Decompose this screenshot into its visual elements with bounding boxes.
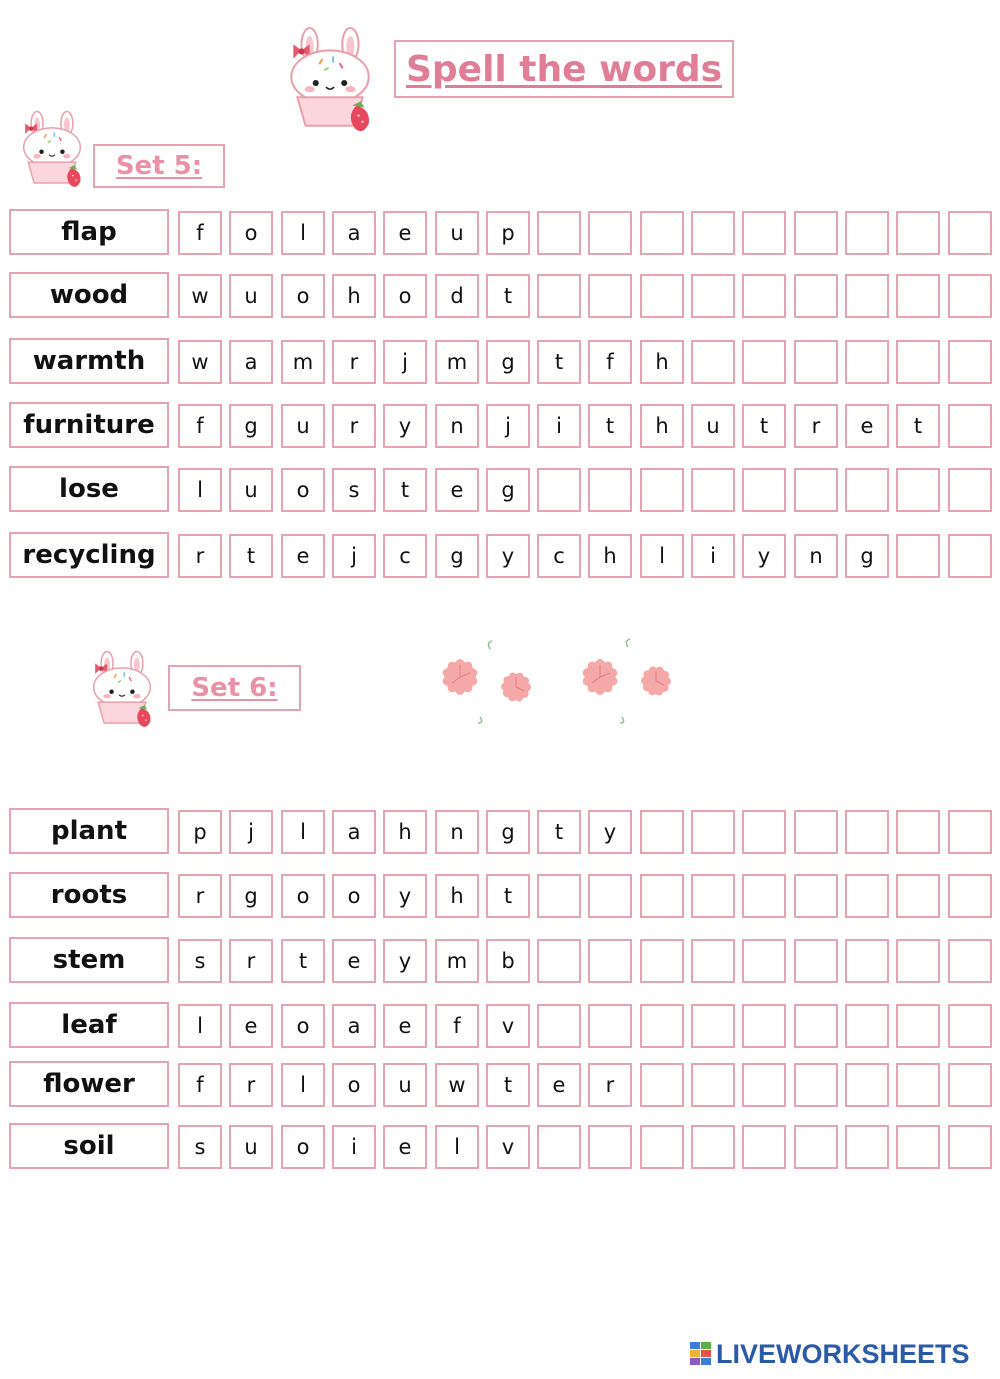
letter-cell[interactable] [948, 534, 992, 578]
letter-cell[interactable] [794, 274, 838, 318]
letter-cell[interactable]: e [383, 1125, 427, 1169]
letter-cell[interactable]: m [435, 939, 479, 983]
letter-cell[interactable] [691, 274, 735, 318]
liveworksheets-logo-icon [690, 1342, 712, 1366]
letter-cell[interactable] [794, 810, 838, 854]
letter-cell[interactable]: e [281, 534, 325, 578]
cupcake-bunny-icon [84, 650, 160, 732]
letter-cell[interactable]: n [435, 404, 479, 448]
letter-cell[interactable]: l [640, 534, 684, 578]
letter-cell[interactable]: t [537, 340, 581, 384]
letter-cell[interactable]: l [435, 1125, 479, 1169]
letter-cell[interactable]: l [281, 810, 325, 854]
letter-cell[interactable] [588, 939, 632, 983]
letter-cell[interactable] [537, 939, 581, 983]
letter-cell[interactable] [948, 274, 992, 318]
letter-cell[interactable] [742, 1004, 786, 1048]
letter-cell[interactable] [537, 211, 581, 255]
letter-cell[interactable]: e [229, 1004, 273, 1048]
letter-cell[interactable]: o [281, 1125, 325, 1169]
letter-cell[interactable] [794, 468, 838, 512]
letter-cell[interactable] [794, 1125, 838, 1169]
letter-cell[interactable] [845, 1063, 889, 1107]
letter-cell[interactable]: r [332, 340, 376, 384]
letter-cell[interactable]: n [794, 534, 838, 578]
letter-cell[interactable] [845, 939, 889, 983]
letter-cell[interactable] [691, 874, 735, 918]
letter-cell[interactable]: e [332, 939, 376, 983]
letter-cell[interactable] [588, 274, 632, 318]
letter-cell[interactable] [845, 340, 889, 384]
letter-cell[interactable] [948, 1125, 992, 1169]
letter-cell[interactable] [896, 874, 940, 918]
letter-cell[interactable]: i [332, 1125, 376, 1169]
letter-cell[interactable]: t [537, 810, 581, 854]
letter-cell[interactable]: j [383, 340, 427, 384]
letter-cell[interactable]: h [640, 340, 684, 384]
letter-cell[interactable]: u [281, 404, 325, 448]
letter-cell[interactable]: j [332, 534, 376, 578]
letter-cell[interactable]: t [383, 468, 427, 512]
letter-cell[interactable]: o [332, 1063, 376, 1107]
letter-cell[interactable] [896, 211, 940, 255]
letter-cell[interactable] [896, 1063, 940, 1107]
letter-cell[interactable] [640, 874, 684, 918]
letter-cell[interactable] [794, 1063, 838, 1107]
target-word: wood [9, 272, 169, 318]
letter-cell[interactable] [948, 1063, 992, 1107]
page-title: Spell the words [405, 48, 723, 90]
letter-cell[interactable]: w [435, 1063, 479, 1107]
letter-cell[interactable] [948, 340, 992, 384]
set5-label-box [93, 144, 225, 188]
letter-cell[interactable]: a [332, 810, 376, 854]
letter-cell[interactable]: y [588, 810, 632, 854]
letter-cell[interactable] [794, 1004, 838, 1048]
letter-cell[interactable]: o [281, 468, 325, 512]
letter-cell[interactable] [896, 1125, 940, 1169]
letter-cell[interactable]: r [588, 1063, 632, 1107]
letter-cell[interactable]: o [281, 1004, 325, 1048]
letter-cell[interactable]: l [178, 468, 222, 512]
letter-cell[interactable]: h [435, 874, 479, 918]
letter-cell[interactable]: h [332, 274, 376, 318]
letter-cell[interactable] [691, 1063, 735, 1107]
letter-cell[interactable] [691, 939, 735, 983]
target-word: lose [9, 466, 169, 512]
target-word: roots [9, 872, 169, 918]
title-box [394, 40, 734, 98]
letter-cell[interactable]: h [588, 534, 632, 578]
letter-cell[interactable] [896, 534, 940, 578]
letter-cell[interactable]: i [691, 534, 735, 578]
letter-cell[interactable] [794, 211, 838, 255]
letter-cell[interactable] [588, 211, 632, 255]
letter-cell[interactable]: y [742, 534, 786, 578]
flowers-decoration-icon [432, 635, 692, 725]
letter-cell[interactable]: r [229, 939, 273, 983]
letter-cell[interactable]: t [486, 874, 530, 918]
target-word: flap [9, 209, 169, 255]
letter-cell[interactable]: t [486, 1063, 530, 1107]
letter-cell[interactable] [640, 1063, 684, 1107]
letter-cell[interactable]: r [332, 404, 376, 448]
letter-cell[interactable] [537, 874, 581, 918]
letter-cell[interactable] [537, 1125, 581, 1169]
letter-cell[interactable] [845, 211, 889, 255]
letter-cell[interactable]: g [486, 810, 530, 854]
letter-cell[interactable]: g [486, 340, 530, 384]
letter-cell[interactable] [845, 468, 889, 512]
letter-cell[interactable] [896, 468, 940, 512]
cupcake-bunny-icon [278, 26, 382, 138]
letter-cell[interactable]: n [435, 810, 479, 854]
letter-cell[interactable] [588, 1004, 632, 1048]
letter-cell[interactable]: u [229, 468, 273, 512]
letter-cell[interactable] [537, 468, 581, 512]
letter-cell[interactable] [742, 211, 786, 255]
letter-cell[interactable]: w [178, 274, 222, 318]
letter-cell[interactable] [845, 810, 889, 854]
letter-cell[interactable] [742, 340, 786, 384]
brand-name: LIVEWORKSHEETS [716, 1338, 970, 1369]
letter-cell[interactable]: e [383, 1004, 427, 1048]
letter-cell[interactable]: p [486, 211, 530, 255]
target-word: leaf [9, 1002, 169, 1048]
letter-cell[interactable]: e [435, 468, 479, 512]
letter-cell[interactable]: c [383, 534, 427, 578]
letter-cell[interactable]: u [229, 274, 273, 318]
letter-cell[interactable]: f [588, 340, 632, 384]
letter-cell[interactable]: h [383, 810, 427, 854]
set5-label: Set 5: [115, 151, 203, 181]
letter-cell[interactable] [537, 1004, 581, 1048]
letter-cell[interactable]: g [229, 404, 273, 448]
target-word: recycling [9, 532, 169, 578]
letter-cell[interactable]: o [281, 274, 325, 318]
letter-cell[interactable] [742, 1125, 786, 1169]
letter-cell[interactable]: a [229, 340, 273, 384]
letter-cell[interactable] [537, 274, 581, 318]
letter-cell[interactable] [845, 1125, 889, 1169]
letter-cell[interactable]: g [486, 468, 530, 512]
letter-cell[interactable]: f [178, 1063, 222, 1107]
letter-cell[interactable] [742, 939, 786, 983]
letter-cell[interactable]: a [332, 1004, 376, 1048]
letter-cell[interactable]: v [486, 1125, 530, 1169]
letter-cell[interactable]: t [588, 404, 632, 448]
letter-cell[interactable] [948, 939, 992, 983]
letter-cell[interactable] [691, 1004, 735, 1048]
letter-cell[interactable]: i [537, 404, 581, 448]
letter-cell[interactable] [640, 468, 684, 512]
letter-cell[interactable] [640, 939, 684, 983]
letter-cell[interactable]: y [486, 534, 530, 578]
letter-cell[interactable]: y [383, 939, 427, 983]
letter-cell[interactable]: f [178, 211, 222, 255]
letter-cell[interactable] [691, 211, 735, 255]
letter-cell[interactable]: l [178, 1004, 222, 1048]
letter-cell[interactable]: f [178, 404, 222, 448]
letter-cell[interactable] [640, 810, 684, 854]
target-word: plant [9, 808, 169, 854]
letter-cell[interactable] [948, 404, 992, 448]
letter-cell[interactable] [742, 810, 786, 854]
target-word: furniture [9, 402, 169, 448]
letter-cell[interactable] [845, 874, 889, 918]
letter-cell[interactable]: u [383, 1063, 427, 1107]
letter-cell[interactable] [896, 1004, 940, 1048]
letter-cell[interactable] [640, 274, 684, 318]
letter-cell[interactable] [896, 340, 940, 384]
target-word: warmth [9, 338, 169, 384]
target-word: soil [9, 1123, 169, 1169]
letter-cell[interactable]: e [845, 404, 889, 448]
letter-cell[interactable]: m [435, 340, 479, 384]
letter-cell[interactable] [896, 274, 940, 318]
letter-cell[interactable]: t [486, 274, 530, 318]
letter-cell[interactable]: o [383, 274, 427, 318]
set6-label-box [168, 665, 301, 711]
letter-cell[interactable] [948, 874, 992, 918]
letter-cell[interactable] [794, 340, 838, 384]
letter-cell[interactable]: a [332, 211, 376, 255]
letter-cell[interactable]: l [281, 1063, 325, 1107]
letter-cell[interactable]: y [383, 404, 427, 448]
letter-cell[interactable] [691, 810, 735, 854]
letter-cell[interactable]: e [537, 1063, 581, 1107]
letter-cell[interactable]: u [435, 211, 479, 255]
letter-cell[interactable] [742, 274, 786, 318]
letter-cell[interactable] [948, 211, 992, 255]
letter-cell[interactable] [794, 874, 838, 918]
letter-cell[interactable]: s [178, 1125, 222, 1169]
letter-cell[interactable]: t [896, 404, 940, 448]
letter-cell[interactable]: r [178, 534, 222, 578]
letter-cell[interactable]: w [178, 340, 222, 384]
letter-cell[interactable] [948, 468, 992, 512]
letter-cell[interactable] [691, 1125, 735, 1169]
letter-cell[interactable]: s [332, 468, 376, 512]
letter-cell[interactable] [640, 211, 684, 255]
letter-cell[interactable]: l [281, 211, 325, 255]
letter-cell[interactable]: y [383, 874, 427, 918]
letter-cell[interactable] [845, 1004, 889, 1048]
letter-cell[interactable]: r [229, 1063, 273, 1107]
letter-cell[interactable] [742, 874, 786, 918]
brand-footer [690, 1336, 970, 1372]
letter-cell[interactable] [845, 274, 889, 318]
letter-cell[interactable] [691, 340, 735, 384]
cupcake-bunny-icon [14, 110, 90, 192]
letter-cell[interactable] [691, 468, 735, 512]
letter-cell[interactable]: t [281, 939, 325, 983]
letter-cell[interactable] [640, 1004, 684, 1048]
target-word: stem [9, 937, 169, 983]
target-word: flower [9, 1061, 169, 1107]
letter-cell[interactable]: p [178, 810, 222, 854]
letter-cell[interactable]: m [281, 340, 325, 384]
letter-cell[interactable] [948, 810, 992, 854]
letter-cell[interactable]: o [332, 874, 376, 918]
letter-cell[interactable] [588, 1125, 632, 1169]
letter-cell[interactable]: g [845, 534, 889, 578]
letter-cell[interactable]: t [742, 404, 786, 448]
letter-cell[interactable]: s [178, 939, 222, 983]
letter-cell[interactable] [588, 874, 632, 918]
letter-cell[interactable]: r [794, 404, 838, 448]
letter-cell[interactable] [896, 810, 940, 854]
letter-cell[interactable]: r [178, 874, 222, 918]
letter-cell[interactable]: v [486, 1004, 530, 1048]
letter-cell[interactable]: t [229, 534, 273, 578]
letter-cell[interactable]: e [383, 211, 427, 255]
letter-cell[interactable]: b [486, 939, 530, 983]
letter-cell[interactable] [588, 468, 632, 512]
letter-cell[interactable]: h [640, 404, 684, 448]
letter-cell[interactable] [742, 468, 786, 512]
letter-cell[interactable]: d [435, 274, 479, 318]
letter-cell[interactable] [896, 939, 940, 983]
letter-cell[interactable] [640, 1125, 684, 1169]
letter-cell[interactable]: o [281, 874, 325, 918]
letter-cell[interactable]: g [435, 534, 479, 578]
letter-cell[interactable]: u [691, 404, 735, 448]
letter-cell[interactable] [948, 1004, 992, 1048]
set6-label: Set 6: [191, 673, 278, 703]
letter-cell[interactable]: c [537, 534, 581, 578]
letter-cell[interactable]: o [229, 211, 273, 255]
letter-cell[interactable]: f [435, 1004, 479, 1048]
letter-cell[interactable]: u [229, 1125, 273, 1169]
letter-cell[interactable] [742, 1063, 786, 1107]
letter-cell[interactable] [794, 939, 838, 983]
letter-cell[interactable]: j [229, 810, 273, 854]
letter-cell[interactable]: j [486, 404, 530, 448]
letter-cell[interactable]: g [229, 874, 273, 918]
